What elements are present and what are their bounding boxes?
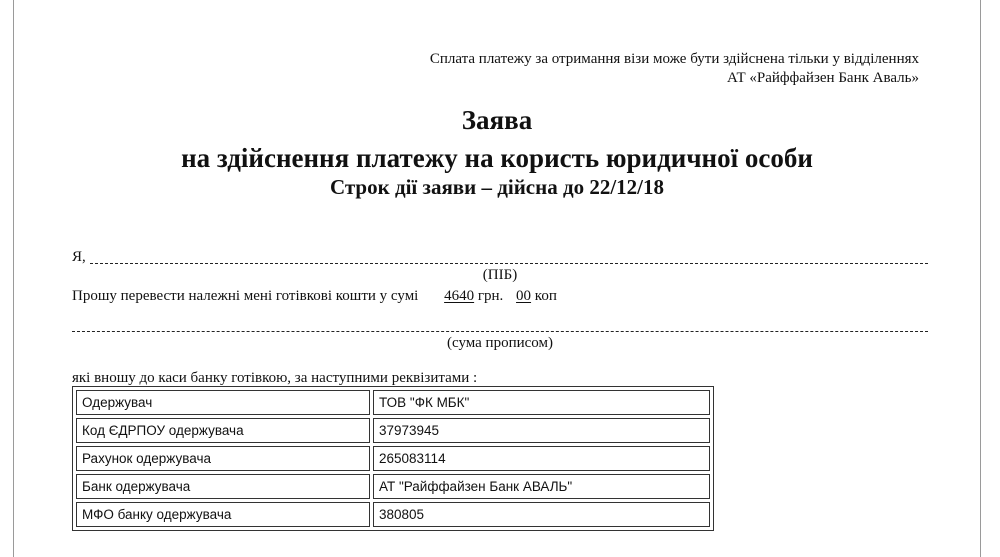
row-label: Рахунок одержувача [76,446,370,471]
notice-line-1: Сплата платежу за отримання візи може бути здійснена тільки у відділеннях [429,51,919,67]
i-label: Я, [72,249,86,265]
row-value: 380805 [373,502,710,527]
row-label: МФО банку одержувача [76,502,370,527]
page-border-right [980,0,981,557]
row-label: Одержувач [76,390,370,415]
row-value: 265083114 [373,446,710,471]
row-value: ТОВ "ФК МБК" [373,390,710,415]
row-label: Банк одержувача [76,474,370,499]
requisites-table [72,386,714,531]
page-border-left [13,0,14,557]
payment-notice [279,50,919,88]
row-label: Код ЄДРПОУ одержувача [76,418,370,443]
table-row [76,474,710,499]
amount-kop: 00 [516,288,532,304]
name-caption: (ПІБ) [482,267,518,283]
name-line [90,263,928,264]
validity-term: Строк дії заяви – дійсна до 22/12/18 [329,175,665,199]
request-text: Прошу перевести належні мені готівкові кошти у сумі [72,288,419,304]
details-intro: які вношу до каси банку готівкою, за наступними реквізитами : [72,370,478,386]
row-value: 37973945 [373,418,710,443]
amount-words-caption: (сума прописом) [447,335,553,351]
table-row [76,446,710,471]
table-row [76,502,710,527]
kop-label: коп [534,288,557,304]
table-row [76,390,710,415]
amount-request [72,287,557,305]
notice-line-2: АТ «Райффайзен Банк Аваль» [726,70,919,86]
row-value: АТ "Райффайзен Банк АВАЛЬ" [373,474,710,499]
uah-label: грн. [477,288,504,304]
document-title: Заява [461,105,533,135]
document-subtitle: на здійснення платежу на користь юридичної особи [181,143,813,173]
amount-uah: 4640 [444,288,475,304]
amount-words-line [72,331,928,332]
table-row [76,418,710,443]
